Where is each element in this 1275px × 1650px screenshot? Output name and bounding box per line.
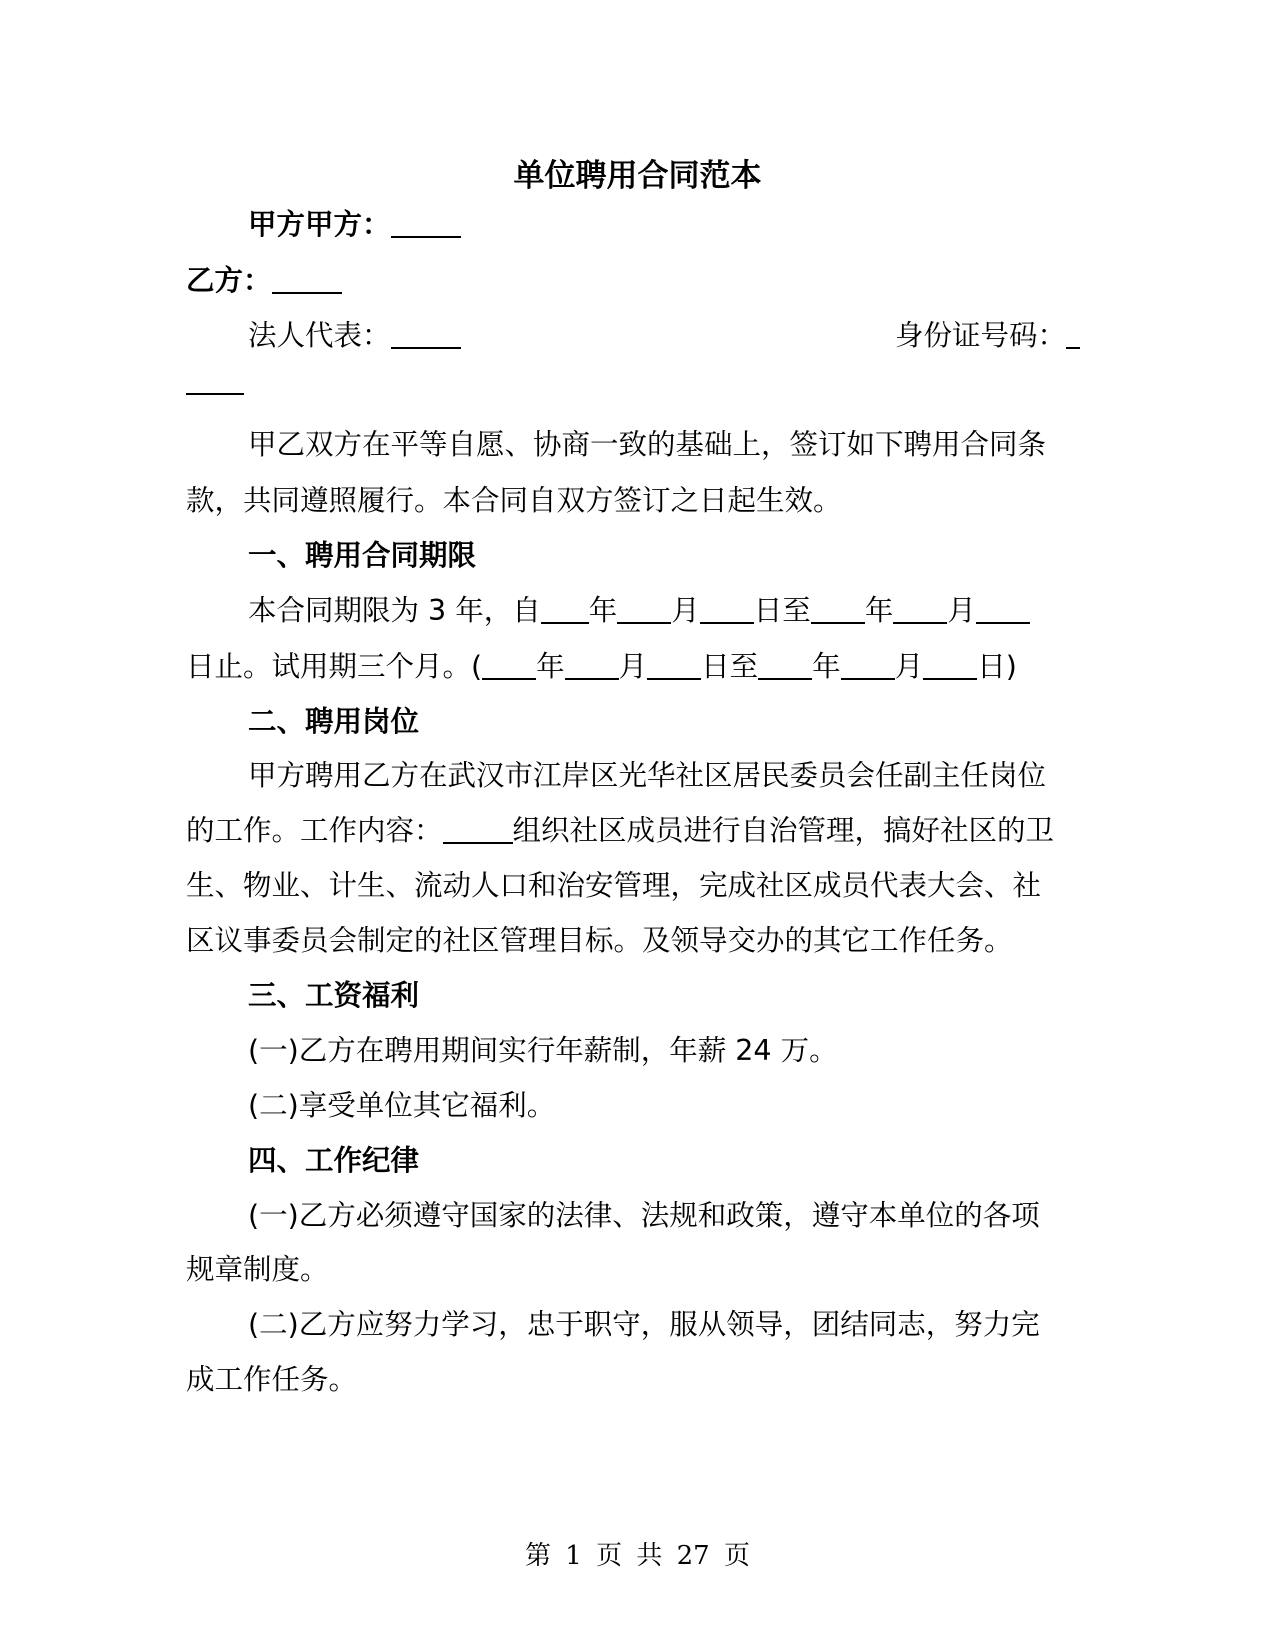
section1-heading: 一、聘用合同期限 [248,539,477,572]
probation-end-month-blank [841,648,895,680]
probation-start-month-blank [565,648,619,680]
intro-line-2: 款，共同遵照履行。本合同自双方签订之日起生效。 [186,484,842,517]
party-b-label: 乙方： [186,264,272,297]
legal-rep-label: 法人代表： [248,319,391,352]
probation-end-label: 日) [977,650,1017,683]
probation-end-year-label: 年 [812,650,841,683]
start-day-label: 日至 [753,594,811,627]
page-number-footer: 第 1 页 共 27 页 [525,1541,750,1571]
id-number-line [895,316,1080,356]
party-a-label: 甲方甲方： [248,208,391,241]
party-a-line [248,205,461,245]
start-year-blank [541,592,589,624]
discipline-item-2-line-1: (二)乙方应努力学习，忠于职守，服从领导，团结同志，努力完 [248,1308,1040,1341]
legal-rep-blank [391,317,461,349]
discipline-item-2-line-2: 成工作任务。 [186,1363,358,1396]
probation-end-day-blank [923,648,977,680]
post-line-3: 生、物业、计生、流动人口和治安管理，完成社区成员代表大会、社 [186,869,1042,902]
post-line-2 [186,811,1054,851]
party-b-blank [272,262,342,294]
section2-heading: 二、聘用岗位 [248,705,420,738]
probation-prefix: 日止。试用期三个月。( [186,650,483,683]
party-b-line [186,261,342,301]
end-year-blank [811,592,865,624]
discipline-item-1-line-2: 规章制度。 [186,1253,329,1286]
party-a-blank [391,206,461,238]
end-day-blank [976,592,1030,624]
post-line-2-suffix: 组织社区成员进行自治管理，搞好社区的卫 [512,814,1055,847]
probation-start-day-label: 日至 [701,650,759,683]
salary-item-2: (二)享受单位其它福利。 [248,1089,556,1122]
start-month-blank [617,592,671,624]
probation-end-month-label: 月 [894,650,924,683]
start-year-label: 年 [588,594,618,627]
id-number-blank-continued [186,393,244,395]
post-line-2-prefix: 的工作。工作内容： [186,814,443,847]
section4-heading: 四、工作纪律 [248,1144,420,1177]
intro-line-1: 甲乙双方在平等自愿、协商一致的基础上，签订如下聘用合同条 [248,428,1047,461]
probation-end-year-blank [758,648,812,680]
discipline-item-1-line-1: (一)乙方必须遵守国家的法律、法规和政策，遵守本单位的各项 [248,1199,1040,1232]
term-prefix: 本合同期限为 3 年，自 [248,594,541,627]
end-month-blank [893,592,947,624]
end-year-label: 年 [864,594,894,627]
end-month-label: 月 [947,594,976,627]
start-day-blank [700,592,754,624]
probation-start-year-blank [482,648,536,680]
work-content-blank [443,812,513,844]
term-line-1 [248,591,1030,631]
probation-start-month-label: 月 [618,650,648,683]
id-number-label: 身份证号码： [895,319,1067,352]
id-number-blank-start [1066,317,1080,349]
document-title: 单位聘用合同范本 [513,158,762,194]
start-month-label: 月 [671,594,700,627]
salary-item-1: (一)乙方在聘用期间实行年薪制，年薪 24 万。 [248,1034,838,1067]
probation-start-day-blank [647,648,701,680]
probation-start-year-label: 年 [536,650,565,683]
post-line-4: 区议事委员会制定的社区管理目标。及领导交办的其它工作任务。 [186,924,1013,957]
term-line-2 [186,647,1017,687]
legal-rep-line [248,316,461,356]
post-line-1: 甲方聘用乙方在武汉市江岸区光华社区居民委员会任副主任岗位 [248,759,1047,792]
section3-heading: 三、工资福利 [248,979,420,1012]
